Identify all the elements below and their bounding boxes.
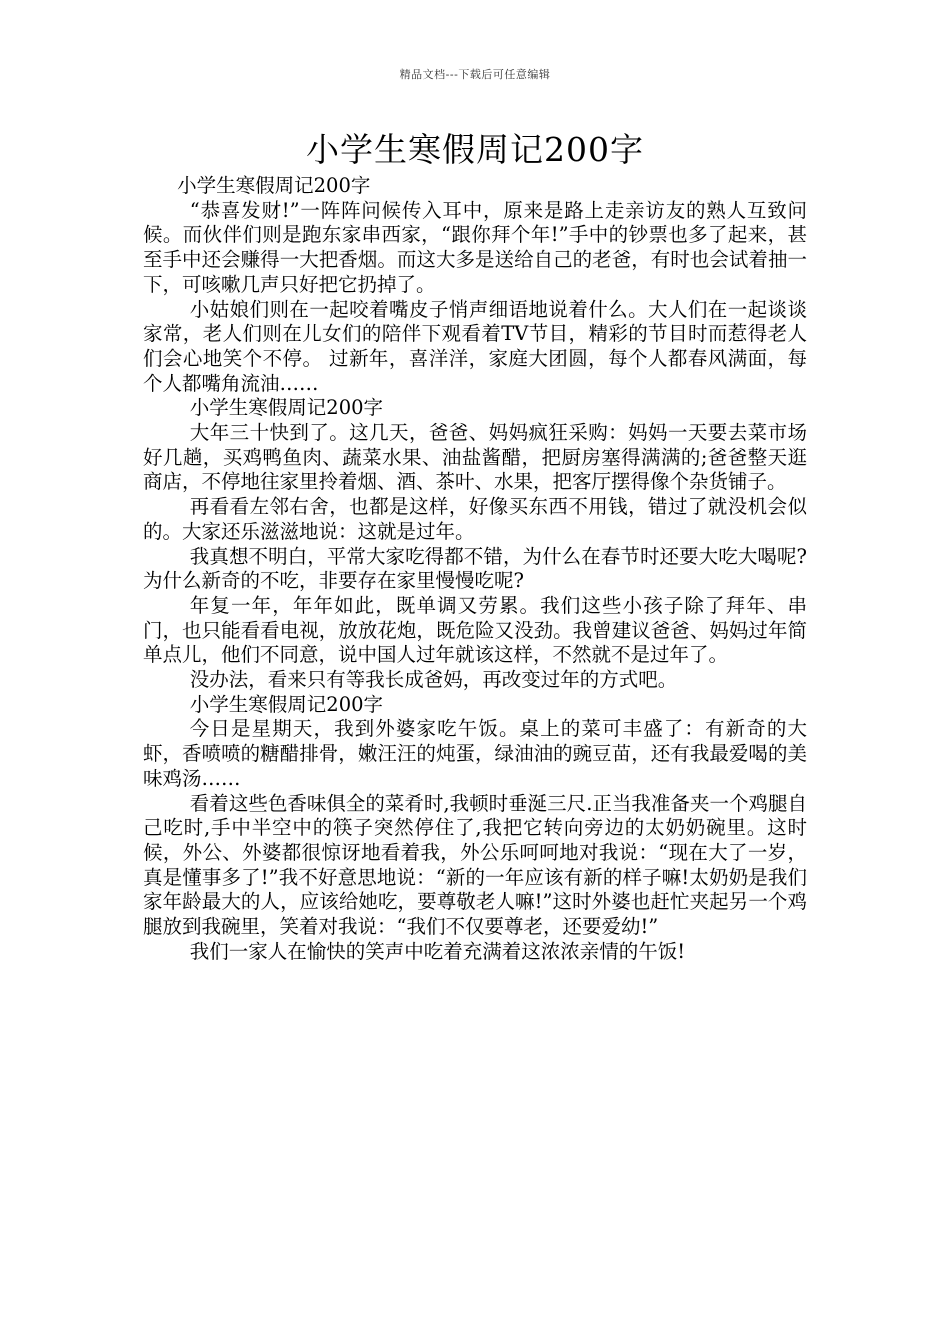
document-title: 小学生寒假周记200字 [306, 130, 644, 169]
paragraph: 我们一家人在愉快的笑声中吃着充满着这浓浓亲情的午饭! [189, 939, 686, 963]
section-subtitle: 小学生寒假周记200字 [177, 174, 371, 197]
paragraph: 大年三十快到了。这几天，爸爸、妈妈疯狂采购：妈妈一天要去菜市场好几趟，买鸡鸭鱼肉、蔬菜水果、油盐酱醋，把厨房塞得满满的;爸爸整天逛商店，不停地往家里拎着烟、酒、茶叶、水果，把客厅摆得像个杂货铺子。 [143, 421, 807, 494]
header-note: 精品文档---下载后可任意编辑 [399, 68, 551, 81]
section-subtitle: 小学生寒假周记200字 [189, 692, 384, 716]
paragraph: 年复一年，年年如此，既单调又劳累。我们这些小孩子除了拜年、串门，也只能看看电视，放放花炮，既危险又没劲。我曾建议爸爸、妈妈过年简单点儿，他们不同意，说中国人过年就该这样，不然就不是过年了。 [143, 593, 807, 667]
paragraph: 小姑娘们则在一起咬着嘴皮子悄声细语地说着什么。大人们在一起谈谈家常，老人们则在儿女们的陪伴下观看着TV节目，精彩的节目时而惹得老人们会心地笑个不停。 过新年，喜洋洋，家庭大团圆，每个人都春风满面，每个人都嘴角流油…… [143, 297, 807, 395]
paragraph: “恭喜发财!”一阵阵问候传入耳中，原来是路上走亲访友的熟人互致问候。而伙伴们则是跑东家串西家，“跟你拜个年!”手中的钞票也多了起来，甚至手中还会赚得一大把香烟。而这大多是送给自己的老爸，有时也会试着抽一下，可咳嗽几声只好把它扔掉了。 [143, 198, 807, 296]
paragraph: 再看看左邻右舍，也都是这样，好像买东西不用钱，错过了就没机会似的。大家还乐滋滋地说：这就是过年。 [143, 495, 807, 543]
paragraph: 看着这些色香味俱全的菜肴时,我顿时垂涎三尺.正当我准备夹一个鸡腿自己吃时,手中半空中的筷子突然停住了,我把它转向旁边的太奶奶碗里。这时候，外公、外婆都很惊讶地看着我，外公乐呵呵地对我说：“现在大了一岁，真是懂事多了!”我不好意思地说：“新的一年应该有新的样子嘛!太奶奶是我们家年龄最大的人，应该给她吃，要尊敬老人嘛!”这时外婆也赶忙夹起另一个鸡腿放到我碗里，笑着对我说：“我们不仅要尊老，还要爱幼!” [143, 791, 807, 939]
document-body [143, 174, 807, 965]
paragraph: 我真想不明白，平常大家吃得都不错，为什么在春节时还要大吃大喝呢?为什么新奇的不吃，非要存在家里慢慢吃呢? [143, 544, 807, 593]
paragraph: 今日是星期天，我到外婆家吃午饭。桌上的菜可丰盛了：有新奇的大虾，香喷喷的糖醋排骨，嫩汪汪的炖蛋，绿油油的豌豆苗，还有我最爱喝的美味鸡汤…… [143, 717, 807, 790]
paragraph: 没办法，看来只有等我长成爸妈，再改变过年的方式吧。 [189, 668, 678, 692]
section-subtitle: 小学生寒假周记200字 [189, 396, 384, 420]
